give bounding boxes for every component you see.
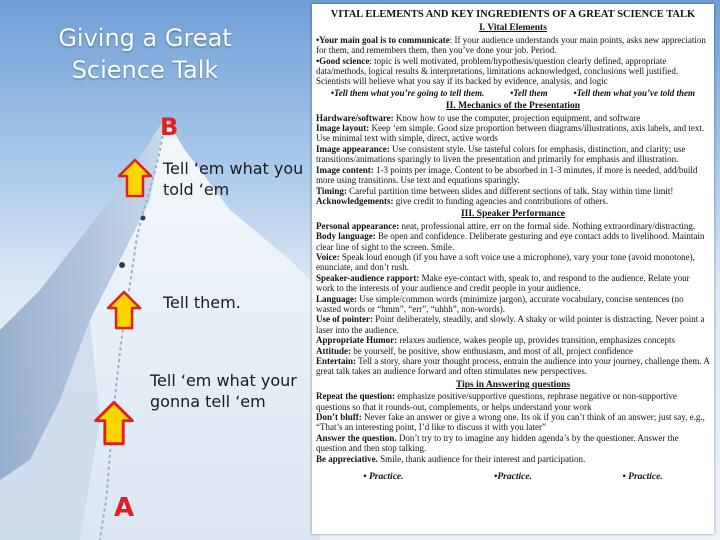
item-label: Speaker-audience rapport: (316, 272, 420, 283)
practice-item: • Practice. (363, 472, 404, 483)
item-label: Image appearance: (316, 143, 390, 154)
item-text: Point deliberately, steadily, and slowly. A shaky or wild pointer is distracting. Never point a laser into the audience. (316, 314, 705, 335)
item-label: Entertain: (316, 356, 356, 366)
item-label: Use of pointer: (316, 314, 373, 325)
item-text: Use simple/common words (minimize jargon), accurate vocabulary, concise sentences (no wasted words or “hmm”, “err”, “uhhh”, non-words). (316, 293, 684, 314)
item-text: Use consistent style. Use tasteful colors for emphasis, distinction, and clarity; use transitions/animations sparingly to liven the presentation and primarily for emphasis and illustration. (316, 143, 686, 165)
item-label: Image layout: (316, 123, 370, 134)
step-middle-text: Tell them. (163, 293, 241, 312)
item-text: Be open and confidence. Deliberate gesturing and eye contact adds to livelihood. Maintain clear line of sight to the screen. Smile. (316, 231, 705, 252)
section-heading: II. Mechanics of the Presentation (445, 101, 581, 112)
item-text: give credit to funding agencies and contributions of others. (393, 195, 608, 206)
item-label: Timing: (316, 185, 347, 196)
item-label: Repeat the question: (316, 391, 395, 402)
list-item (316, 113, 710, 123)
list-item (316, 231, 710, 252)
item-text: Smile, thank audience for their interest and participation. (377, 453, 586, 464)
item-label: Image content: (316, 164, 374, 175)
item-label: Acknowledgements: (316, 195, 394, 206)
practice-item: • Practice. (622, 472, 663, 483)
practice-line (318, 472, 708, 482)
item-label: Attitude: (316, 345, 351, 356)
para-label: •Your main goal is to communicate (316, 34, 450, 45)
section-heading: Tips in Answering questions (455, 379, 571, 390)
item-text: Keep ‘em simple. Good size proportion between diagrams/illustrations, axis labels, and text. Use minimal text with simple, direct, active words (316, 123, 705, 144)
item-text: Never fake an answer or give a wrong one. Its ok if you can’t think of an answer; just say, e.g., “That’s an interesting point, I’d like to discuss it with you later” (316, 412, 705, 433)
list-item (316, 196, 710, 206)
list-item (316, 335, 710, 345)
up-arrow-icon (93, 400, 135, 446)
list-item (316, 221, 710, 231)
list-item (316, 123, 710, 144)
para-label: •Good science (316, 55, 370, 66)
list-item (316, 144, 710, 165)
triad-item: •Tell them what you’re going to tell them. (330, 87, 485, 98)
triad-item: •Tell them what you’ve told them (573, 87, 696, 98)
list-item (316, 294, 710, 315)
item-text: Make eye-contact with, speak to, and respond to the audience. Relate your work to the interests of your audience and credit people in your audience. (316, 272, 690, 294)
triad-item: •Tell them (510, 87, 548, 98)
item-text: neat, professional attire, err on the formal side. Nothing extraordinary/distracting. (399, 220, 696, 231)
list-item (316, 186, 710, 196)
item-label: Personal appearance: (316, 220, 400, 231)
item-label: Be appreciative. (316, 453, 378, 464)
item-text: be yourself, be positive, show enthusiasm, and most of all, project confidence (351, 345, 633, 356)
item-text: emphasize positive/supportive questions, rephrase negative or non-supportive questions so that it rounds-out, complements, or helps understand your work (316, 391, 677, 412)
item-label: Answer the question. (316, 432, 397, 443)
slide-title: Giving a Great Science Talk (58, 24, 232, 84)
practice-item: •Practice. (494, 472, 532, 483)
list-item (316, 273, 710, 294)
triad (318, 88, 708, 98)
para-text: : If your audience understands your main points, asks new appreciation for them, and remembers them, then you’ve done your job. Period. (316, 34, 706, 56)
document-title: VITAL ELEMENTS AND KEY INGREDIENTS OF A GREAT SCIENCE TALK (330, 9, 696, 20)
up-arrow-icon (117, 158, 153, 198)
list-item (316, 314, 710, 335)
item-label: Language: (316, 293, 358, 304)
up-arrow-icon (106, 290, 142, 330)
item-label: Voice: (316, 251, 340, 262)
handout-document (312, 4, 714, 534)
item-label: Appropriate Humor: (316, 335, 398, 346)
list-item (316, 412, 710, 433)
list-item (316, 165, 710, 186)
item-text: Tell a story, share your thought process, entrain the audience into your journey, challenge them. A great talk takes an audience forward and often stimulates new perspectives. (316, 356, 710, 377)
item-text: Speak loud enough (if you have a soft voice use a microphone), vary your tone (avoid monotone), enunciate, and don’t rush. (316, 251, 695, 273)
paragraph (316, 56, 710, 87)
label-b: B (160, 113, 179, 141)
step-top-text: Tell ‘em what you told ‘em (163, 159, 304, 199)
item-text: 1-3 points per image. Content to be absorbed in 1-3 minutes, if more is needed, add/build more using transitions. Use text and equations sparingly. (316, 164, 698, 186)
item-text: Know how to use the computer, projection equipment, and software (393, 112, 641, 123)
list-item (316, 391, 710, 412)
section-heading: I. Vital Elements (479, 23, 547, 34)
list-item (316, 252, 710, 273)
item-label: Body language: (316, 231, 376, 242)
list-item (316, 433, 710, 454)
label-a: A (114, 493, 135, 523)
section-heading: III. Speaker Performance (460, 209, 566, 220)
item-text: Don’t try to try to imagine any hidden agenda’s by the questioner. Answer the question and then stop talking. (316, 432, 679, 454)
item-label: Hardware/software: (316, 112, 394, 123)
item-text: relaxes audience, wakes people up, provides transition, emphasizes concepts (397, 335, 675, 346)
list-item (316, 346, 710, 356)
item-label: Don’t bluff: (316, 412, 362, 423)
item-text: Careful partition time between slides and different sections of talk. Stay within time limit! (346, 185, 674, 196)
step-bottom-text: Tell ‘em what your gonna tell ‘em (150, 371, 297, 411)
paragraph (316, 35, 710, 56)
list-item (316, 454, 710, 464)
list-item (316, 356, 710, 377)
para-text: : topic is well motivated, problem/hypothesis/question clearly defined, appropriate data/methods, logical results & interpretations, limitations acknowledged, conclusions well justified. Scientists will believe what you say if its backed by evidence, analysis, and logic (316, 55, 679, 87)
